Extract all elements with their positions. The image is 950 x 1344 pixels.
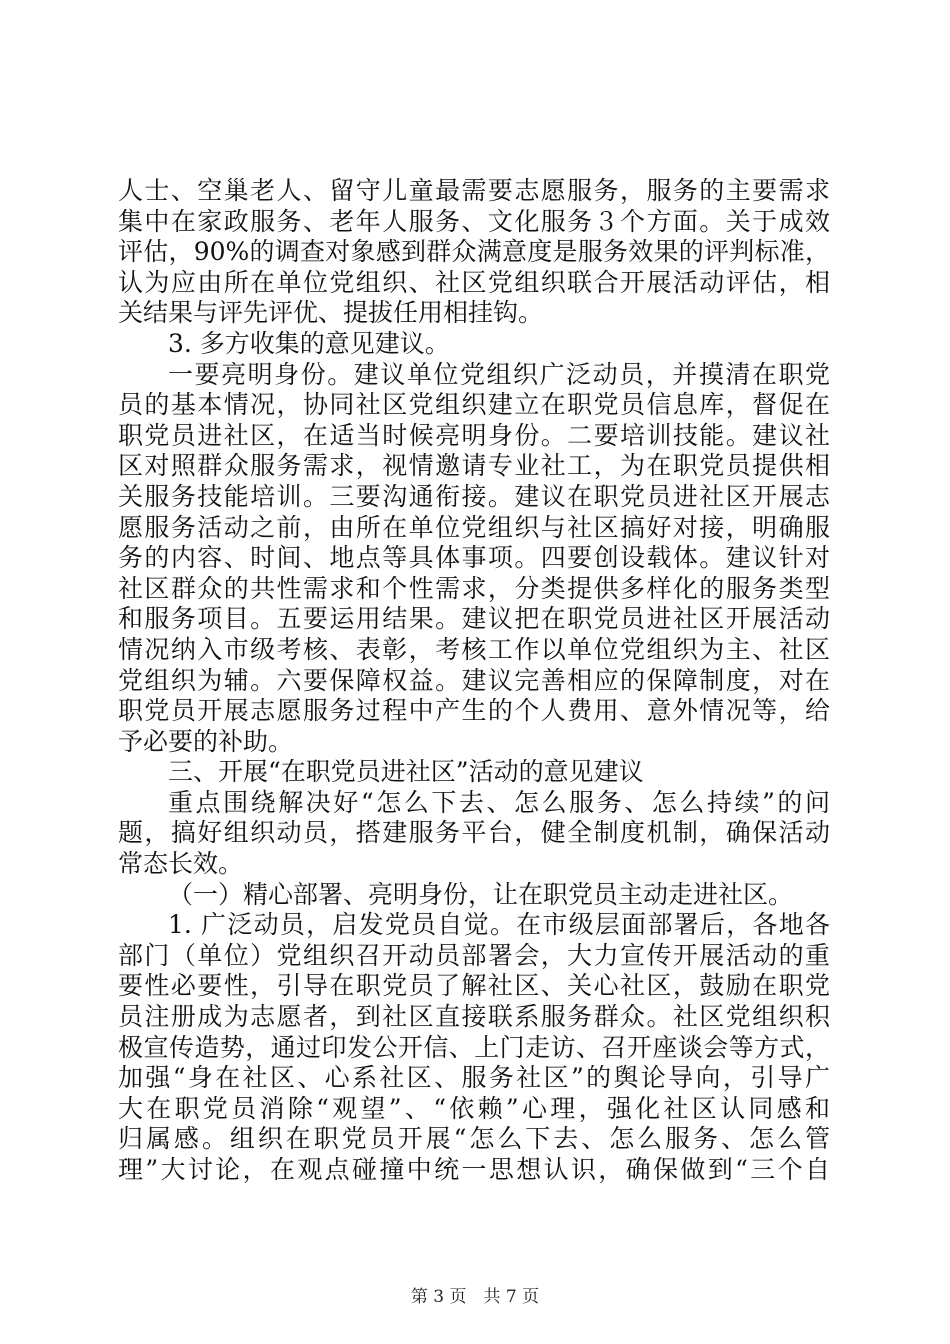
text-line: 极宣传造势，通过印发公开信、上门走访、召开座谈会等方式，: [118, 1032, 830, 1062]
page-footer: 第 3 页 共 7 页: [410, 1287, 540, 1307]
text-line: 人士、空巢老人、留守儿童最需要志愿服务，服务的主要需求: [118, 176, 830, 205]
section-heading: 三、开展“在职党员进社区”活动的意见建议: [168, 757, 644, 787]
text-line: 愿服务活动之前，由所在单位党组织与社区搞好对接，明确服: [118, 512, 830, 542]
text-line: 关结果与评先评优、提拔任用相挂钩。: [118, 298, 544, 328]
text-line: 区对照群众服务需求，视情邀请专业社工，为在职党员提供相: [118, 451, 830, 481]
text-line: 予必要的补助。: [118, 726, 294, 756]
text-line: 评估，90%的调查对象感到群众满意度是服务效果的评判标准，: [118, 237, 830, 267]
text-line: 关服务技能培训。三要沟通衔接。建议在职党员进社区开展志: [118, 481, 830, 511]
text-line: 常态长效。: [118, 849, 244, 879]
document-body: [118, 176, 830, 1186]
paragraph-first-line: 1. 广泛动员，启发党员自觉。在市级层面部署后，各地各: [168, 910, 830, 940]
text-line: 员注册成为志愿者，到社区直接联系服务群众。社区党组织积: [118, 1002, 830, 1032]
text-line: 党组织为辅。六要保障权益。建议完善相应的保障制度，对在: [118, 665, 830, 695]
text-line: 社区群众的共性需求和个性需求，分类提供多样化的服务类型: [118, 573, 830, 603]
text-line: 情况纳入市级考核、表彰，考核工作以单位党组织为主、社区: [118, 634, 830, 664]
text-line: 题，搞好组织动员，搭建服务平台，健全制度机制，确保活动: [118, 818, 830, 848]
text-line: 归属感。组织在职党员开展“怎么下去、怎么服务、怎么管: [118, 1124, 830, 1154]
text-line: 务的内容、时间、地点等具体事项。四要创设载体。建议针对: [118, 543, 830, 573]
section-heading: 3. 多方收集的意见建议。: [168, 328, 450, 358]
text-line: 认为应由所在单位党组织、社区党组织联合开展活动评估，相: [118, 267, 830, 297]
subsection-heading: （一）精心部署、亮明身份，让在职党员主动走进社区。: [168, 879, 794, 909]
text-line: 理”大讨论，在观点碰撞中统一思想认识，确保做到“三个自: [118, 1155, 830, 1184]
text-line: 大在职党员消除“观望”、“依赖”心理，强化社区认同感和: [118, 1093, 830, 1123]
text-line: 要性必要性，引导在职党员了解社区、关心社区，鼓励在职党: [118, 971, 830, 1001]
text-line: 员的基本情况，协同社区党组织建立在职党员信息库，督促在: [118, 390, 830, 420]
text-line: 和服务项目。五要运用结果。建议把在职党员进社区开展活动: [118, 604, 830, 634]
paragraph-first-line: 一要亮明身份。建议单位党组织广泛动员，并摸清在职党: [168, 359, 830, 389]
text-line: 职党员进社区，在适当时候亮明身份。二要培训技能。建议社: [118, 420, 830, 450]
paragraph-first-line: 重点围绕解决好“怎么下去、怎么服务、怎么持续”的问: [168, 787, 830, 817]
text-line: 加强“身在社区、心系社区、服务社区”的舆论导向，引导广: [118, 1063, 830, 1093]
text-line: 职党员开展志愿服务过程中产生的个人费用、意外情况等，给: [118, 696, 830, 726]
text-line: 部门（单位）党组织召开动员部署会，大力宣传开展活动的重: [118, 940, 830, 970]
text-line: 集中在家政服务、老年人服务、文化服务３个方面。关于成效: [118, 206, 830, 236]
